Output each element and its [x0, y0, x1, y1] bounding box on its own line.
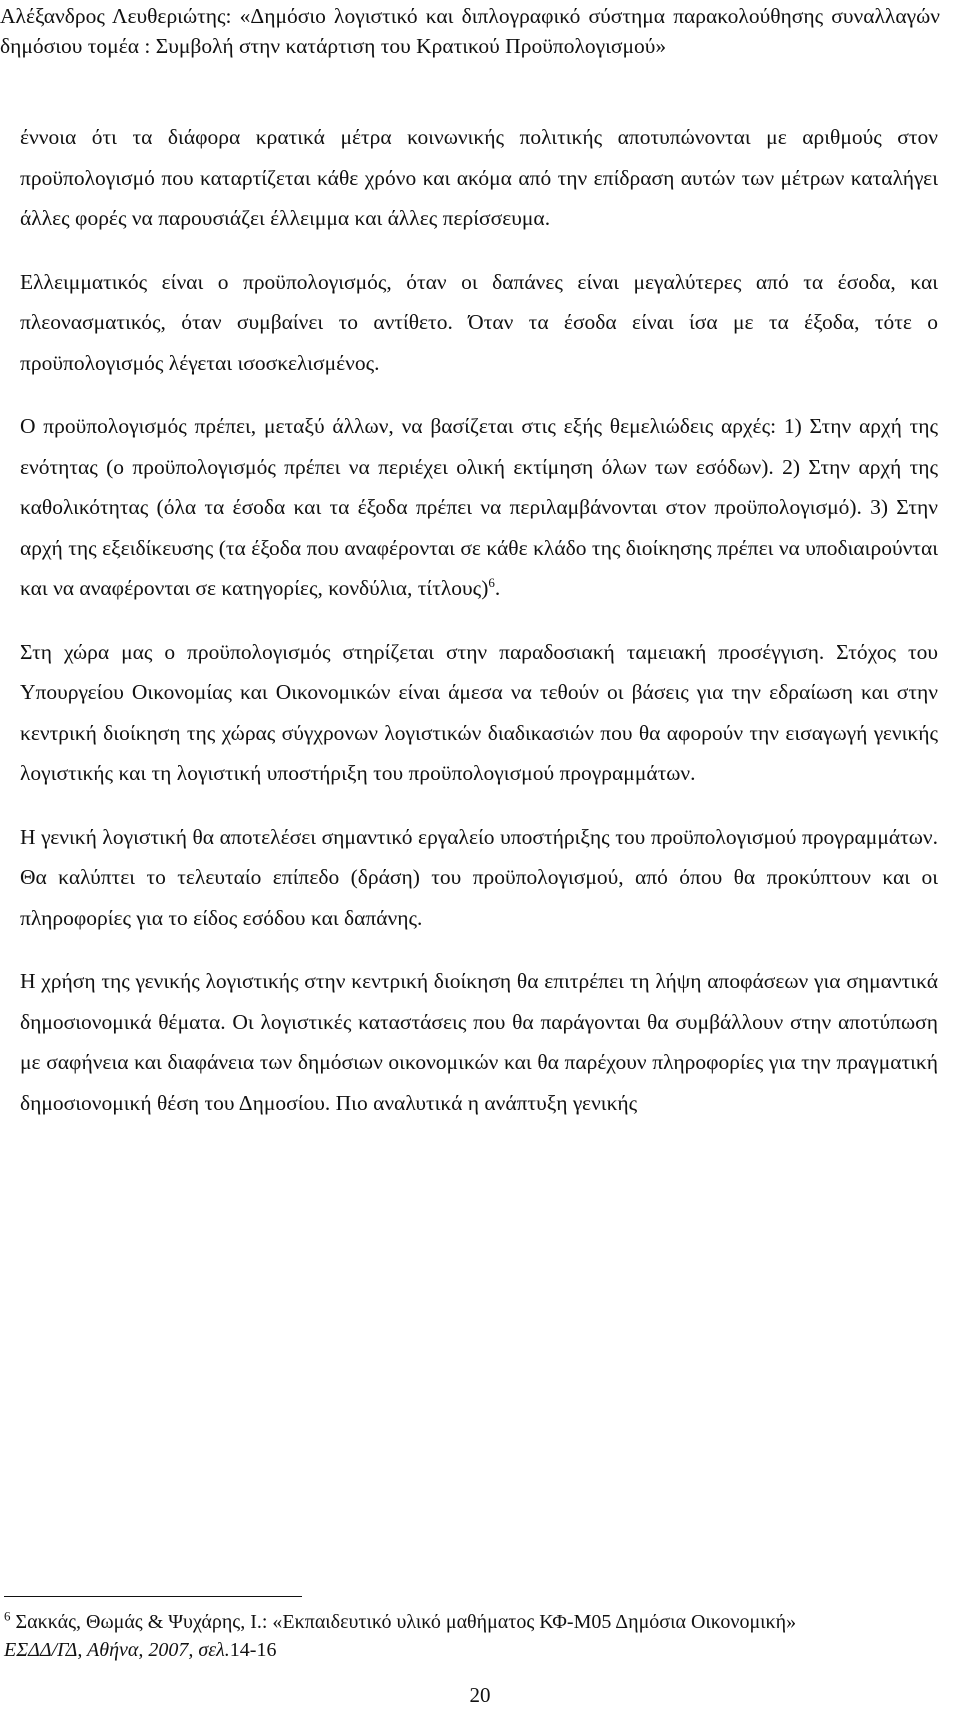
paragraph-3	[20, 406, 938, 609]
document-title-header: Αλέξανδρος Λευθεριώτης: «Δημόσιο λογιστικό και διπλογραφικό σύστημα παρακολούθησης συναλλαγών δημόσιου τομέα : Συμβολή στην κατάρτιση του Κρατικού Προϋπολογισμού»	[0, 4, 940, 58]
page-number: 20	[469, 1683, 491, 1707]
page-header	[0, 2, 940, 61]
footnote-text: Σακκάς, Θωμάς & Ψυχάρης, Ι.: «Εκπαιδευτικό υλικό μαθήματος ΚΦ-Μ05 Δημόσια Οικονομική»	[10, 1611, 797, 1633]
footnote-pages: 14-16	[229, 1639, 277, 1661]
paragraph-6: Η χρήση της γενικής λογιστικής στην κεντρική διοίκηση θα επιτρέπει τη λήψη αποφάσεων για σημαντικά δημοσιονομικά θέματα. Οι λογιστικές καταστάσεις που θα παράγονται θα συμβάλλουν στην αποτύπωση με σαφήνεια και διαφάνεια των δημόσιων οικονομικών και θα παρέχουν πληροφορίες για την πραγματική δημοσιονομική θέση του Δημοσίου. Πιο αναλυτικά η ανάπτυξη γενικής	[20, 969, 938, 1115]
footnote-separator	[4, 1596, 302, 1597]
paragraph-3-end: .	[494, 576, 501, 600]
paragraph-1: έννοια ότι τα διάφορα κρατικά μέτρα κοινωνικής πολιτικής αποτυπώνονται με αριθμούς στον προϋπολογισμό που καταρτίζεται κάθε χρόνο και ακόμα από την επίδραση αυτών των μέτρων καταλήγει άλλες φορές να παρουσιάζει έλλειμμα και άλλες περίσσευμα.	[20, 125, 938, 230]
footnote	[4, 1608, 934, 1664]
footnote-number: 6	[4, 1608, 11, 1624]
paragraph-5: Η γενική λογιστική θα αποτελέσει σημαντικό εργαλείο υποστήριξης του προϋπολογισμού προγραμμάτων. Θα καλύπτει το τελευταίο επίπεδο (δράση) του προϋπολογισμού, από όπου θα προκύπτουν και οι πληροφορίες για το είδος εσόδου και δαπάνης.	[20, 824, 938, 930]
footnote-reference[interactable]: 6	[488, 574, 495, 590]
footnote-source: ΕΣΔΔ/ΓΔ, Αθήνα, 2007, σελ.	[4, 1639, 230, 1661]
paragraph-4: Στη χώρα μας ο προϋπολογισμός στηρίζεται στην παραδοσιακή ταμειακή προσέγγιση. Στόχος του Υπουργείου Οικονομίας και Οικονομικών είναι άμεσα να τεθούν οι βάσεις για την εδραίωση και στην κεντρική διοίκηση της χώρας σύγχρονων λογιστικών διαδικασιών που θα αφορούν την εισαγωγή γενικής λογιστικής και τη λογιστική υποστήριξη του προϋπολογισμού προγραμμάτων.	[20, 639, 938, 785]
paragraph-3-text: Ο προϋπολογισμός πρέπει, μεταξύ άλλων, να βασίζεται στις εξής θεμελιώδεις αρχές: 1) Στην αρχή της ενότητας (ο προϋπολογισμός πρέπει να περιέχει ολική εκτίμηση όλων των εσόδων). 2) Στην αρχή της καθολικότητας (όλα τα έσοδα και τα έξοδα πρέπει να περιλαμβάνονται στον προϋπολογισμό). 3) Στην αρχή της εξειδίκευσης (τα έξοδα που αναφέρονται σε κάθε κλάδο της διοίκησης πρέπει να υποδιαιρούνται και να αναφέρονται σε κατηγορίες, κονδύλια, τίτλους)	[20, 414, 938, 600]
main-body-text	[20, 117, 938, 1146]
paragraph-2: Ελλειμματικός είναι ο προϋπολογισμός, όταν οι δαπάνες είναι μεγαλύτερες από τα έσοδα, και πλεονασματικός, όταν συμβαίνει το αντίθετο. Όταν τα έσοδα είναι ίσα με τα έξοδα, τότε ο προϋπολογισμός λέγεται ισοσκελισμένος.	[20, 269, 938, 375]
